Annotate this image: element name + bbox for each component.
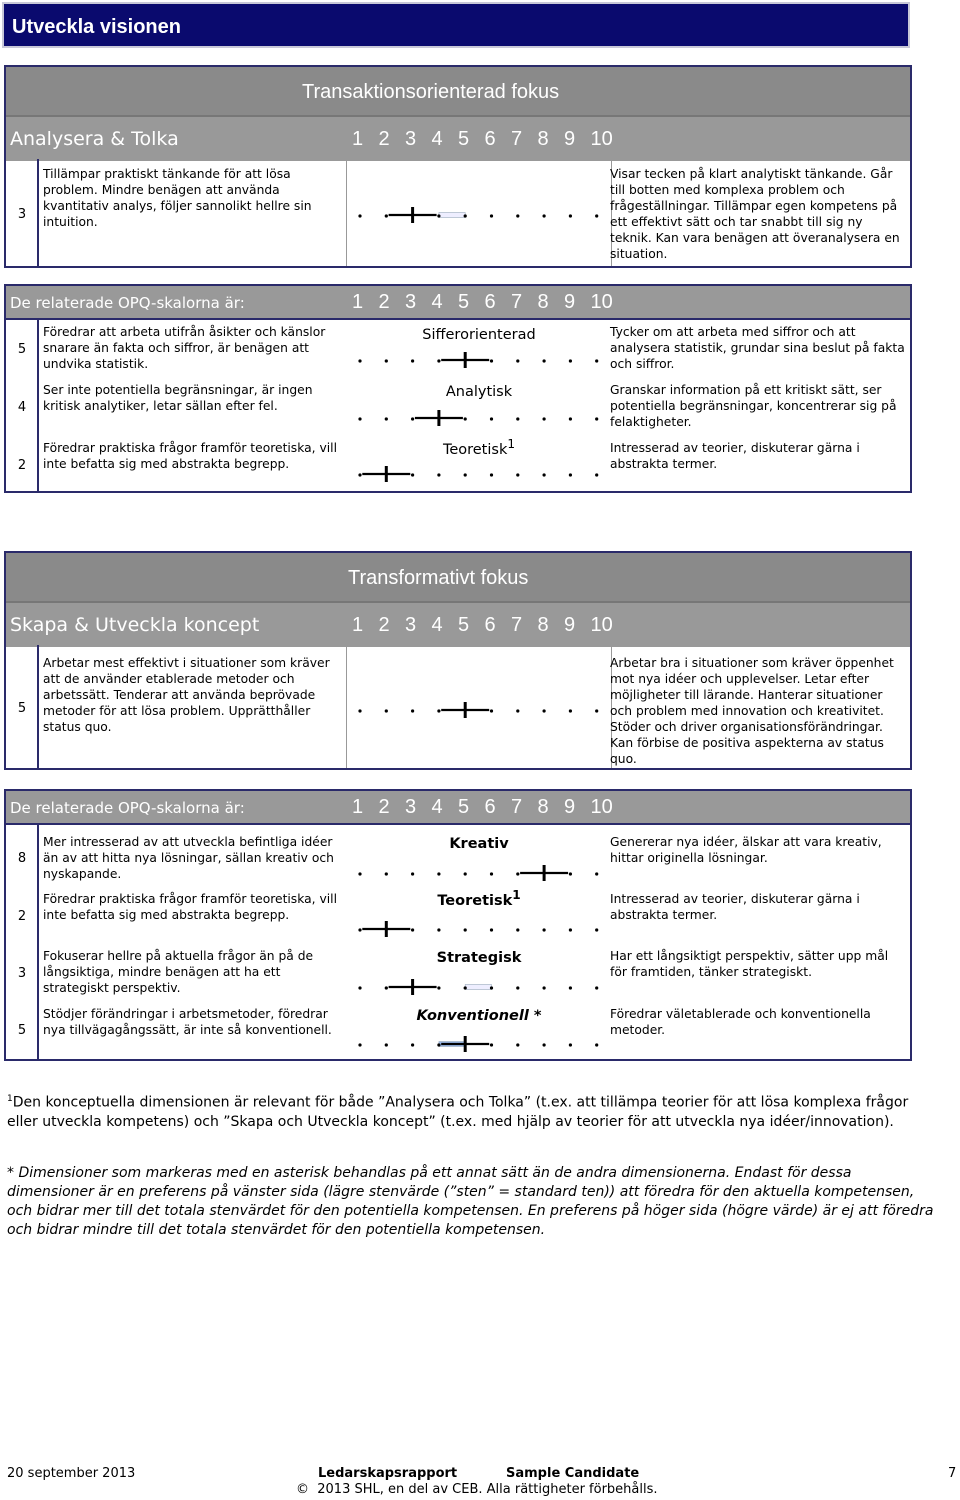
- scale-dot: [490, 417, 493, 420]
- footer-candidate: Sample Candidate: [506, 1466, 640, 1481]
- scale-name: Strategisk: [436, 949, 522, 966]
- scale-dot: [595, 872, 598, 875]
- scale-score: 8: [17, 851, 27, 866]
- section-skapa: [4, 551, 912, 770]
- scale-dot: [437, 928, 440, 931]
- footer-copyright: © 2013 SHL, en del av CEB. Alla rättigheter förbehålls.: [296, 1482, 658, 1497]
- section-analysera: [4, 65, 912, 268]
- footnote-1: $^1$Den konceptuella dimensionen är relevant för både ”Analysera och Tolka” (t.ex. att tillämpa teorier för att lösa komplexa frågor eller utveckla kompetens) och ”Skapa och Utveckla koncept” (t.ex. med hjälp av teorier för att utveckla nya idéer/innovation).: [7, 1094, 909, 1130]
- scale-dot: [437, 359, 440, 362]
- scale-dot: [358, 473, 361, 476]
- scale-name: Teoretisk$^1$: [437, 888, 521, 909]
- scale-dot: [543, 1043, 546, 1046]
- scale-dot: [490, 359, 493, 362]
- scale-dot: [516, 928, 519, 931]
- scale-dot: [543, 359, 546, 362]
- page-title-bar: [2, 2, 910, 48]
- scale-dot: [437, 214, 440, 217]
- scale-left-description: Föredrar att arbeta utifrån åsikter och känslor snarare än fakta och siffror, är benägen att undvika statistik.: [43, 325, 326, 371]
- scale-name: Konventionell *: [416, 1007, 542, 1024]
- scale-row: [342, 1026, 614, 1060]
- scale-dot: [411, 417, 414, 420]
- scale-dot: [464, 872, 467, 875]
- competency-left-description: Arbetar mest effektivt i situationer som kräver att de använder etablerade metoder och arbetssätt. Tenderar att använda beprövade metoder för att lösa problem. Upprätthåller status quo.: [43, 656, 330, 734]
- scale-dot: [385, 986, 388, 989]
- scale-dot: [385, 709, 388, 712]
- competency-title: Skapa & Utveckla koncept: [10, 614, 260, 636]
- scale-dot: [358, 709, 361, 712]
- scale-right-description: Intresserad av teorier, diskuterar gärna i abstrakta termer.: [610, 441, 860, 471]
- scale-left-description: Ser inte potentiella begränsningar, är ingen kritisk analytiker, letar sällan efter fel.: [43, 383, 313, 413]
- scale-dot: [543, 986, 546, 989]
- scale-dot: [595, 928, 598, 931]
- competency-header-band: [6, 601, 910, 647]
- scale-dot: [569, 214, 572, 217]
- scale-dot: [385, 1043, 388, 1046]
- scale-dot: [358, 872, 361, 875]
- scale-dot: [464, 928, 467, 931]
- scale-dot: [516, 709, 519, 712]
- competency-score: 3: [17, 207, 27, 222]
- scale-left-description: Fokuserar hellre på aktuella frågor än på de långsiktiga, mindre benägen att ha ett strategiskt perspektiv.: [43, 949, 314, 995]
- scale-right-description: Genererar nya idéer, älskar att vara kreativ, hittar originella lösningar.: [610, 835, 882, 865]
- scale-row: [342, 855, 614, 891]
- sten-marker: [415, 410, 463, 426]
- scale-row: [342, 400, 614, 436]
- scale-dot: [437, 1043, 440, 1046]
- scale-dot: [543, 709, 546, 712]
- scale-dot: [569, 473, 572, 476]
- scale-dot: [411, 928, 414, 931]
- scale-right-description: Granskar information på ett kritiskt sätt, ser potentiella begränsningar, koncentrerar sig på felaktigheter.: [610, 383, 897, 429]
- competency-left-description: Tillämpar praktiskt tänkande för att lösa problem. Mindre benägen att använda kvantitativ analys, följer sannolikt hellre sin intuition.: [43, 167, 312, 229]
- scale-score: 5: [17, 1023, 27, 1038]
- scale-dot: [464, 986, 467, 989]
- scale-dot: [490, 986, 493, 989]
- confidence-band: [465, 985, 491, 990]
- competency-right-description: Arbetar bra i situationer som kräver öppenhet mot nya idéer och upplevelser. Letar efter möjligheter till lärande. Hanterar situationer och problem med innovation och kreativitet. Stöder och driver organisationsförändringar. Kan förbise de positiva aspekterna av status quo.: [610, 656, 894, 766]
- scale-row: [342, 458, 614, 492]
- copyright-icon: ©: [296, 1482, 309, 1497]
- related-rows-2: [4, 823, 912, 1061]
- scale-name: Sifferorienterad: [422, 326, 536, 343]
- sten-marker: [389, 979, 437, 995]
- related-rows-1: [4, 318, 912, 493]
- scale-dot: [543, 473, 546, 476]
- scale-name: Kreativ: [449, 835, 509, 852]
- scale-dot: [490, 1043, 493, 1046]
- scale-right-description: Intresserad av teorier, diskuterar gärna i abstrakta termer.: [610, 892, 860, 922]
- sten-marker: [441, 352, 489, 368]
- competency-header-band: [6, 115, 910, 161]
- scale-dot: [490, 872, 493, 875]
- focus-band: [6, 553, 910, 601]
- focus-title: Transformativt fokus: [348, 567, 529, 589]
- related-header: De relaterade OPQ-skalorna är: 1 2 3 4 5 6 7 8 9 10: [4, 284, 912, 320]
- scale-dot: [516, 473, 519, 476]
- sten-marker: [362, 921, 410, 937]
- scale-dot: [358, 417, 361, 420]
- scale-name: Analytisk: [445, 383, 513, 400]
- scale-dot: [411, 359, 414, 362]
- scale-left-description: Föredrar praktiska frågor framför teoretiska, vill inte befatta sig med abstrakta begrepp.: [43, 441, 338, 471]
- scale-dot: [385, 417, 388, 420]
- scale-score: 4: [17, 400, 27, 415]
- scale-dot: [516, 872, 519, 875]
- confidence-band: [439, 213, 465, 218]
- scale-dot: [437, 709, 440, 712]
- footnote-2: * Dimensioner som markeras med en asterisk behandlas på ett annat sätt än de andra dimensionerna. Endast för dessa dimensioner är en preferens på vänster sida (lägre stenvärde (”sten” = standard ten)) att föredra för den aktuella kompetensen, och bidrar mer till det totala stenvärdet för den potentiella kompetensen. En preferens på höger sida (högre värde) är ej att föredra och bidrar mindre till det totala stenvärdet för den potentiella kompetensen.: [7, 1165, 934, 1238]
- scale-dot: [543, 928, 546, 931]
- scale-row: [342, 342, 614, 378]
- scale-score: 2: [17, 909, 27, 924]
- scale-dot: [595, 709, 598, 712]
- scale-dot: [358, 359, 361, 362]
- scale-dot: [595, 359, 598, 362]
- scale-dot: [358, 986, 361, 989]
- scale-dot: [411, 1043, 414, 1046]
- scale-dot: [543, 214, 546, 217]
- scale-dot: [437, 473, 440, 476]
- scale-dot: [569, 709, 572, 712]
- scale-dot: [411, 872, 414, 875]
- sten-marker: [362, 466, 410, 482]
- scale-left-description: Mer intresserad av att utveckla befintliga idéer än av att hitta nya lösningar, sällan kreativ och nyskapande.: [43, 835, 334, 881]
- scale-dot: [411, 709, 414, 712]
- focus-title: Transaktionsorienterad fokus: [302, 81, 560, 103]
- scale-dot: [516, 417, 519, 420]
- scale-dot: [516, 1043, 519, 1046]
- sten-marker: [389, 207, 437, 223]
- scale-score: 5: [17, 342, 27, 357]
- sten-marker: [520, 865, 568, 881]
- scale-left-description: Föredrar praktiska frågor framför teoretiska, vill inte befatta sig med abstrakta begrepp.: [43, 892, 338, 922]
- scale-dot: [569, 928, 572, 931]
- scale-dot: [464, 417, 467, 420]
- scale-dot: [569, 359, 572, 362]
- scale-dot: [490, 709, 493, 712]
- scale-right-description: Tycker om att arbeta med siffror och att analysera statistik, grundar sina beslut på fakta och siffror.: [610, 325, 905, 371]
- scale-dot: [437, 872, 440, 875]
- competency-score: 5: [17, 701, 27, 716]
- scale-dot: [516, 986, 519, 989]
- main-scale: [342, 663, 614, 763]
- scale-row: [342, 911, 614, 947]
- scale-numbers: 1 2 3 4 5 6 7 8 9 10: [352, 614, 613, 636]
- scale-dot: [569, 1043, 572, 1046]
- scale-dot: [358, 1043, 361, 1046]
- scale-left-description: Stödjer förändringar i arbetsmetoder, föredrar nya tillvägagångssätt, är inte så konventionell.: [43, 1007, 332, 1037]
- scale-dot: [569, 872, 572, 875]
- scale-dot: [464, 214, 467, 217]
- scale-dot: [595, 473, 598, 476]
- footer-date: 20 september 2013: [7, 1466, 136, 1481]
- page-title: Utveckla visionen: [12, 16, 181, 38]
- scale-dot: [490, 473, 493, 476]
- scale-dot: [490, 214, 493, 217]
- focus-band: [6, 67, 910, 115]
- scale-dot: [595, 986, 598, 989]
- scale-dot: [516, 214, 519, 217]
- scale-dot: [437, 986, 440, 989]
- scale-dot: [385, 359, 388, 362]
- footer-report: Ledarskapsrapport: [318, 1466, 458, 1481]
- scale-dot: [411, 473, 414, 476]
- scale-row: [342, 969, 614, 1005]
- scale-dot: [595, 417, 598, 420]
- sten-marker: [441, 1036, 489, 1052]
- footer-page: 7: [948, 1466, 957, 1481]
- main-scale: [342, 167, 614, 267]
- sten-marker: [441, 702, 489, 718]
- scale-dot: [385, 214, 388, 217]
- related-header: De relaterade OPQ-skalorna är: 1 2 3 4 5 6 7 8 9 10: [4, 789, 912, 825]
- scale-dot: [543, 417, 546, 420]
- scale-name: Teoretisk$^1$: [442, 437, 516, 458]
- scale-dot: [385, 872, 388, 875]
- scale-score: 2: [17, 458, 27, 473]
- scale-right-description: Har ett långsiktigt perspektiv, sätter upp mål för framtiden, tänker strategiskt.: [610, 949, 889, 979]
- scale-dot: [358, 928, 361, 931]
- scale-dot: [595, 214, 598, 217]
- competency-right-description: Visar tecken på klart analytiskt tänkande. Går till botten med komplexa problem och frågeställningar. Tillämpar egen kompetens på ett effektivt sätt och tar snabbt till sig ny teknik. Kan vara benägen att överanalysera en situation.: [610, 167, 900, 261]
- scale-dot: [490, 928, 493, 931]
- scale-dot: [358, 214, 361, 217]
- scale-dot: [464, 473, 467, 476]
- scale-score: 3: [17, 966, 27, 981]
- scale-dot: [595, 1043, 598, 1046]
- competency-title: Analysera & Tolka: [10, 128, 179, 150]
- scale-dot: [516, 359, 519, 362]
- scale-right-description: Föredrar väletablerade och konventionella metoder.: [610, 1007, 871, 1037]
- scale-dot: [569, 417, 572, 420]
- scale-numbers: 1 2 3 4 5 6 7 8 9 10: [352, 128, 613, 150]
- scale-dot: [569, 986, 572, 989]
